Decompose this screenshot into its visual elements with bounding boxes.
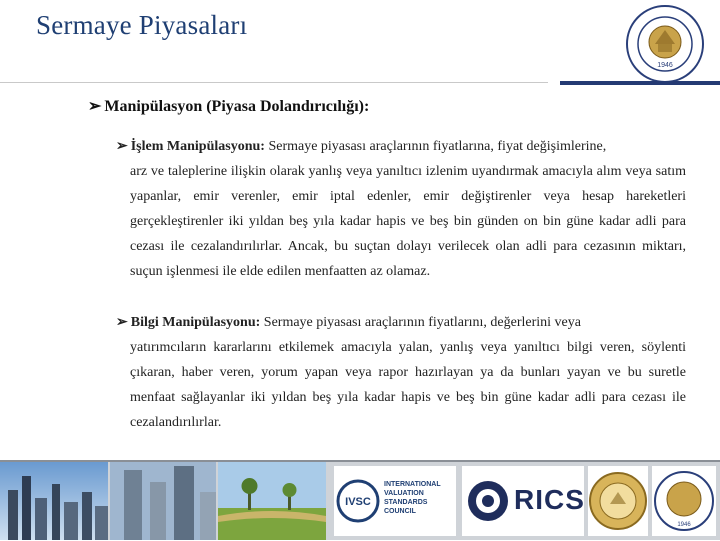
title-accent-bar <box>560 81 720 85</box>
ivsc-mark: IVSC <box>345 496 371 508</box>
landscape-photo <box>218 462 326 540</box>
paragraph-body: arz ve taleplerine ilişkin olarak yanlış veya yanıltıcı izlenim uyandırmak amacıyla alım veya satım yapanlar, emir verenler, emir iptal edenler, emir değiştirenler veya hesap hareketleri gerçekleştirenler iki yıldan beş yıla kadar hapis ve beş bin günden on bin güne kadar adli para cezası ile cezalandırılırlar. Ancak, bu suçtan dolayı verilecek olan adli para cezasının miktarı, suçun işlenmesi ile elde edilen menfaatten az olamaz. <box>130 164 686 279</box>
towers-photo <box>110 462 216 540</box>
city-skyline-photo <box>0 462 108 540</box>
arrow-bullet-icon: ➢ <box>116 315 128 330</box>
university-seal-gold-logo <box>588 466 648 536</box>
paragraph-lead: İşlem Manipülasyonu: <box>130 139 265 154</box>
paragraph-body: yatırımcıların kararlarını etkilemek amacıyla yalan, yanlış veya yanıltıcı bilgi veren, söylenti çıkaran, haber veren, yorum yapan veya rapor hazırlayan ya da bunları yayan ve bu suretle menfaat sağlayanlar iki yıldan beş yıla kadar hapis ve beş bin güne kadar adli para cezası ile cezalandırılırlar. <box>130 340 686 430</box>
ivsc-logo <box>334 466 456 536</box>
rics-wordmark: RICS <box>514 484 585 515</box>
paragraph-bilgi-manipulasyonu <box>116 310 686 435</box>
rics-logo <box>462 466 584 536</box>
paragraph-first-line: Sermaye piyasası araçlarının fiyatlarını, değerlerini veya <box>260 315 581 330</box>
seal-year: 1946 <box>677 522 691 528</box>
section-heading <box>88 96 369 116</box>
arrow-bullet-icon: ➢ <box>116 139 128 154</box>
university-seal-logo <box>625 4 705 84</box>
slide-title: Sermaye Piyasaları <box>36 10 248 40</box>
paragraph-first-line: Sermaye piyasası araçlarının fiyatlarına, fiyat değişimlerine, <box>264 139 607 154</box>
arrow-bullet-icon: ➢ <box>88 98 102 115</box>
section-heading-text: Manipülasyon (Piyasa Dolandırıcılığı): <box>104 98 370 115</box>
seal-year: 1946 <box>657 62 673 69</box>
paragraph-islem-manipulasyonu <box>116 134 686 284</box>
ivsc-text: INTERNATIONAL VALUATION STANDARDS COUNCIL <box>384 481 441 515</box>
university-seal-blue-logo <box>652 466 716 536</box>
title-underline <box>0 82 548 83</box>
paragraph-lead: Bilgi Manipülasyonu: <box>130 315 261 330</box>
